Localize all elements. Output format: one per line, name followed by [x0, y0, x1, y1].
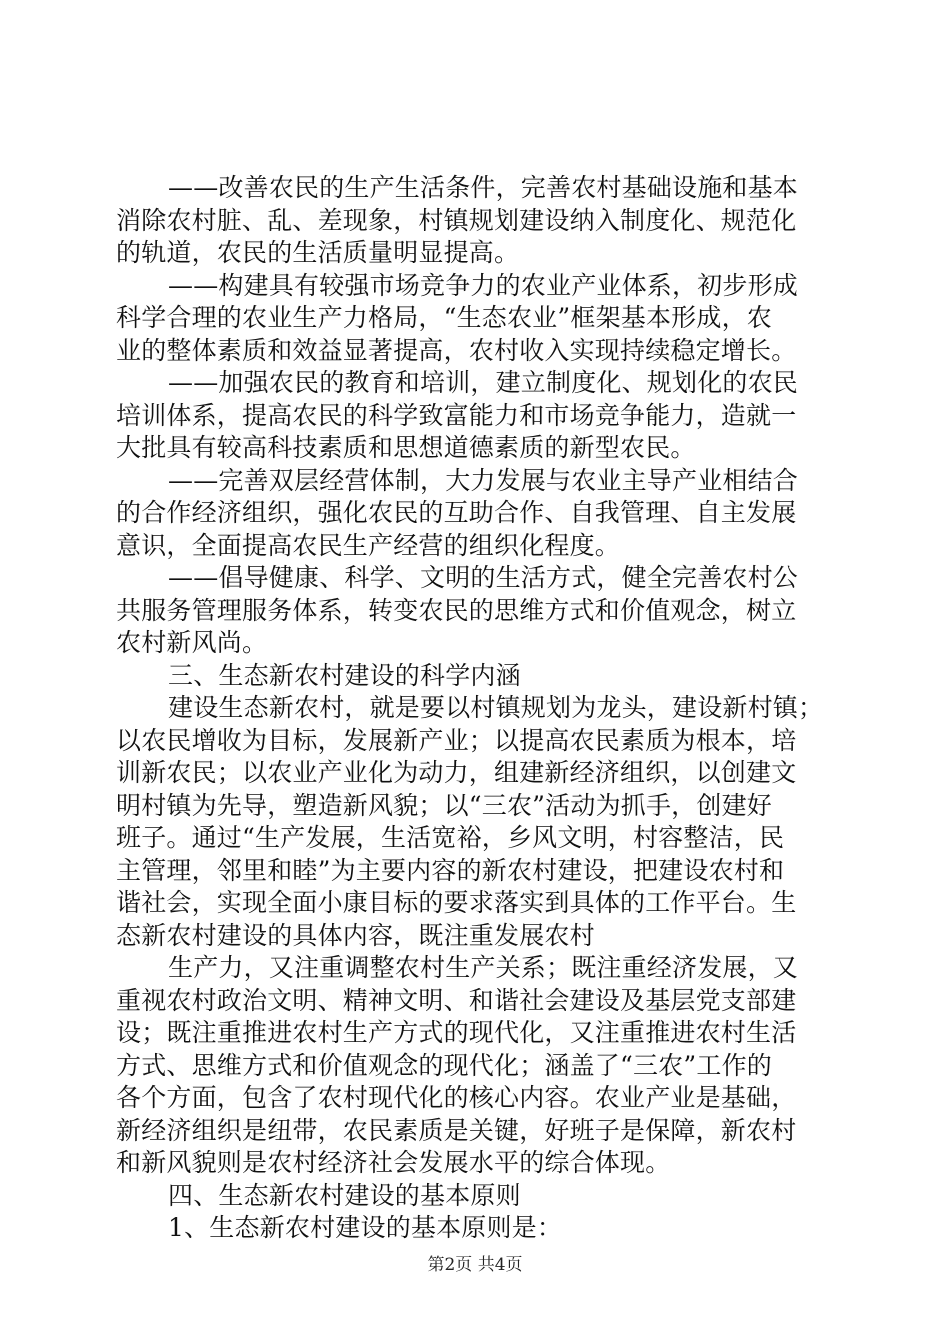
text-line: 态新农村建设的具体内容，既注重发展农村 — [116, 920, 595, 950]
text-line: 和新风貌则是农村经济社会发展水平的综合体现。 — [116, 1148, 671, 1177]
document-body — [116, 172, 836, 1245]
text-line: 建设生态新农村，就是要以村镇规划为龙头，建设新村镇； — [168, 693, 824, 722]
text-line: 消除农村脏、乱、差现象，村镇规划建设纳入制度化、规范化 — [116, 205, 797, 235]
text-line: ——完善双层经营体制，大力发展与农业主导产业相结合 — [168, 465, 799, 495]
text-line: 意识，全面提高农民生产经营的组织化程度。 — [116, 530, 621, 560]
text-line: 设；既注重推进农村生产方式的现代化，又注重推进农村生活 — [116, 1018, 797, 1047]
text-line: 1、生态新农村建设的基本原则是： — [168, 1213, 563, 1242]
text-line: 新经济组织是纽带，农民素质是关键，好班子是保障，新农村 — [116, 1115, 797, 1145]
text-line: 大批具有较高科技素质和思想道德素质的新型农民。 — [116, 433, 696, 462]
text-line: 训新农民；以农业产业化为动力，组建新经济组织，以创建文 — [116, 758, 797, 787]
text-line: 科学合理的农业生产力格局，“生态农业”框架基本形成，农 — [116, 303, 772, 332]
text-line: 业的整体素质和效益显著提高，农村收入实现持续稳定增长。 — [116, 335, 797, 365]
text-line: 主管理，邻里和睦”为主要内容的新农村建设，把建设农村和 — [116, 855, 785, 885]
text-line: 方式、思维方式和价值观念的现代化；涵盖了“三农”工作的 — [116, 1050, 772, 1080]
text-line: 明村镇为先导，塑造新风貌；以“三农”活动为抓手，创建好 — [116, 790, 772, 820]
text-line: 各个方面，包含了农村现代化的核心内容。农业产业是基础， — [116, 1083, 797, 1112]
text-line: ——改善农民的生产生活条件，完善农村基础设施和基本 — [168, 173, 799, 202]
text-line: 培训体系，提高农民的科学致富能力和市场竞争能力，造就一 — [116, 400, 797, 430]
text-line: 的合作经济组织，强化农民的互助合作、自我管理、自主发展 — [116, 498, 797, 527]
text-line: 农村新风尚。 — [116, 628, 268, 657]
text-line: 班子。通过“生产发展，生活宽裕，乡风文明，村容整洁，民 — [116, 823, 785, 852]
text-line: 谐社会，实现全面小康目标的要求落实到具体的工作平台。生 — [116, 888, 797, 917]
text-line: 以农民增收为目标，发展新产业；以提高农民素质为根本，培 — [116, 725, 797, 755]
text-line: 共服务管理服务体系，转变农民的思维方式和价值观念，树立 — [116, 595, 797, 625]
text-line: 三、生态新农村建设的科学内涵 — [168, 660, 521, 690]
text-line: ——倡导健康、科学、文明的生活方式，健全完善农村公 — [168, 563, 799, 592]
text-line: 四、生态新农村建设的基本原则 — [168, 1180, 521, 1210]
page-footer: 第2页 共4页 — [427, 1255, 523, 1275]
text-line: 的轨道，农民的生活质量明显提高。 — [116, 238, 520, 267]
text-line: ——加强农民的教育和培训，建立制度化、规划化的农民 — [168, 368, 799, 397]
text-line: 生产力，又注重调整农村生产关系；既注重经济发展，又 — [168, 953, 799, 982]
text-line: ——构建具有较强市场竞争力的农业产业体系，初步形成 — [168, 270, 799, 300]
text-line: 重视农村政治文明、精神文明、和谐社会建设及基层党支部建 — [116, 985, 797, 1015]
